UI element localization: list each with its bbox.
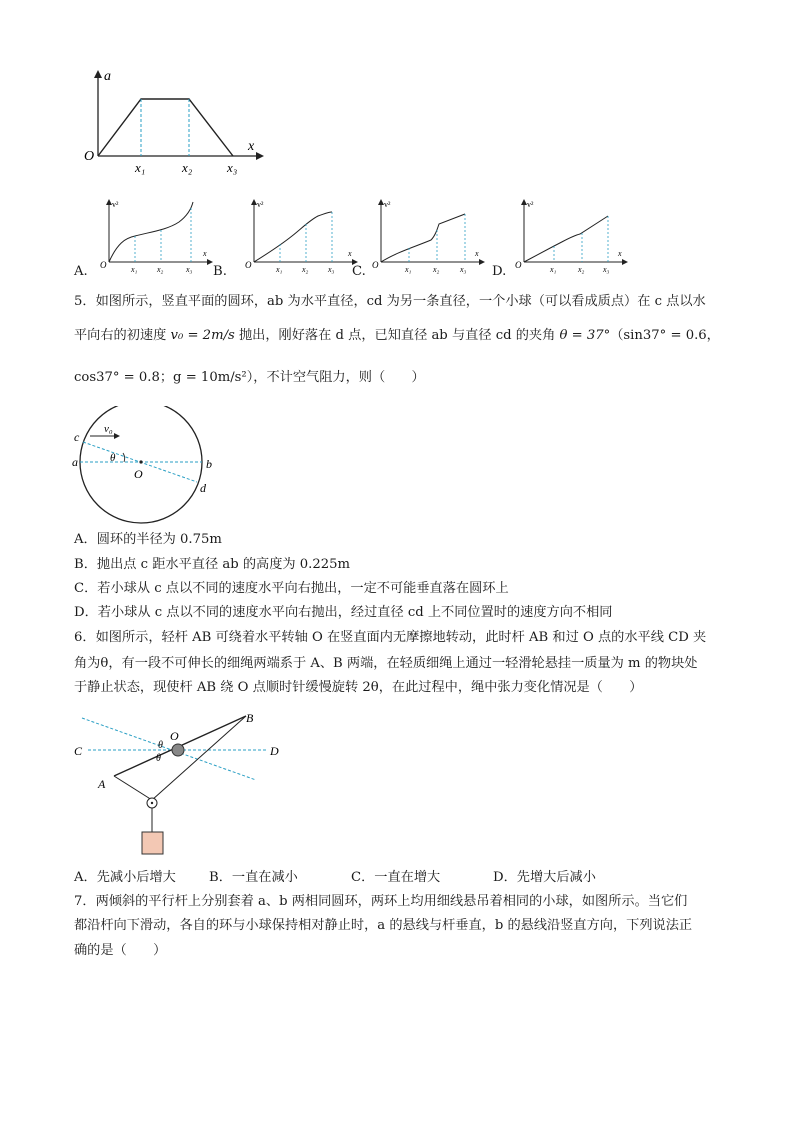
option-d-label: D. — [492, 264, 507, 279]
q6-fig-b: B — [246, 711, 254, 725]
q5-v0-value: v₀ = 2m/s — [170, 328, 235, 343]
q5-line2-b: 抛出，刚好落在 d 点，已知直径 ab 与直径 cd 的夹角 — [234, 328, 560, 343]
option-d-y-label: v² — [527, 200, 534, 209]
q6-option-c: C．一直在增大 — [351, 870, 441, 885]
q5-fig-theta: θ — [110, 452, 116, 464]
option-a-tick-x2: x₂ — [157, 265, 164, 274]
q5-line2-a: 平向右的初速度 — [74, 328, 171, 343]
q7-line2: 都沿杆向下滑动，各自的环与小球保持相对静止时，a 的悬线与杆垂直，b 的悬线沿竖直方向，下列说法正 — [74, 918, 693, 933]
option-b-label: B. — [213, 264, 227, 279]
q5-line1: 5．如图所示，竖直平面的圆环，ab 为水平直径，cd 为另一条直径，一个小球（可以看成质点）在 c 点以水 — [74, 294, 706, 309]
option-b-tick-x1: x₁ — [276, 265, 283, 274]
q5-fig-o: O — [134, 467, 143, 481]
q6-lever-figure — [70, 708, 300, 866]
q6-line3: 于静止状态，现使杆 AB 绕 O 点顺时针缓慢旋转 2θ，在此过程中，绳中张力变化情况是（ ） — [74, 680, 643, 695]
q5-line2-c: （sin37° = 0.6， — [610, 328, 720, 343]
q5-fig-a: a — [72, 455, 78, 469]
q5-circle-figure — [66, 406, 236, 526]
option-a-label: A. — [74, 264, 88, 279]
q5-line2 — [74, 326, 720, 346]
option-b-tick-x2: x₂ — [302, 265, 309, 274]
option-d-tick-x2: x₂ — [578, 265, 585, 274]
option-c-y-label: v² — [384, 200, 391, 209]
option-b-y-label: v² — [257, 200, 264, 209]
option-b-tick-x3: x₃ — [328, 265, 335, 274]
q5-option-d: D．若小球从 c 点以不同的速度水平向右抛出，经过直径 cd 上不同位置时的速度方向不相同 — [74, 605, 613, 620]
top-graph-tick-x1: x₁ — [135, 160, 146, 175]
top-a-x-graph — [78, 66, 268, 182]
option-b-graph — [240, 196, 360, 278]
q7-line3: 确的是（ ） — [74, 943, 167, 958]
q6-options — [74, 868, 596, 888]
option-a-tick-x3: x₃ — [186, 265, 193, 274]
q6-fig-theta-2: θ — [156, 753, 161, 764]
q6-fig-d: D — [270, 744, 279, 758]
option-d-origin: O — [515, 260, 522, 270]
q5-option-b: B．抛出点 c 距水平直径 ab 的高度为 0.225m — [74, 557, 351, 572]
option-d-tick-x3: x₃ — [603, 265, 610, 274]
top-graph-origin: O — [84, 149, 95, 164]
q6-option-a: A．先减小后增大 — [74, 870, 176, 885]
q6-fig-o: O — [170, 729, 179, 743]
option-b-origin: O — [245, 260, 252, 270]
q5-fig-c: c — [74, 430, 80, 444]
option-d-tick-x1: x₁ — [550, 265, 557, 274]
q6-fig-c: C — [74, 744, 83, 758]
option-b-x-label: x — [348, 249, 352, 258]
option-d-graph — [510, 196, 630, 278]
option-c-tick-x1: x₁ — [405, 265, 412, 274]
q5-fig-d: d — [200, 481, 206, 495]
option-c-x-label: x — [475, 249, 479, 258]
option-c-graph — [367, 196, 487, 278]
option-a-graph — [95, 196, 215, 278]
top-graph-x-label: x — [248, 139, 255, 154]
option-a-tick-x1: x₁ — [131, 265, 138, 274]
q6-option-b: B．一直在减小 — [209, 870, 298, 885]
option-c-tick-x3: x₃ — [460, 265, 467, 274]
option-a-y-label: v² — [112, 200, 119, 209]
q5-fig-b: b — [206, 457, 212, 471]
top-graph-y-label: a — [104, 69, 111, 84]
option-a-x-label: x — [203, 249, 207, 258]
top-graph-tick-x2: x₂ — [182, 160, 193, 175]
top-graph-tick-x3: x₃ — [227, 160, 238, 175]
q6-fig-theta-1: θ — [158, 740, 163, 751]
option-c-origin: O — [372, 260, 379, 270]
q6-fig-a: A — [98, 777, 106, 791]
q6-option-d: D．先增大后减小 — [493, 870, 596, 885]
q7-line1: 7．两倾斜的平行杆上分别套着 a、b 两相同圆环，两环上均用细线悬吊着相同的小球，如图所示。当它们 — [74, 894, 688, 909]
option-c-label: C. — [352, 264, 366, 279]
q5-option-c: C．若小球从 c 点以不同的速度水平向右抛出，一定不可能垂直落在圆环上 — [74, 581, 509, 596]
q5-theta-value: θ = 37° — [559, 328, 611, 343]
q5-option-a: A．圆环的半径为 0.75m — [74, 532, 222, 547]
q5-fig-v0: v₀ — [104, 423, 113, 435]
q5-line3: cos37° = 0.8；g = 10m/s²），不计空气阻力，则（ ） — [74, 370, 425, 385]
q6-line2: 角为θ，有一段不可伸长的细绳两端系于 A、B 两端，在轻质细绳上通过一轻滑轮悬挂一质量为 m 的物块处 — [74, 656, 698, 671]
option-c-tick-x2: x₂ — [433, 265, 440, 274]
option-d-x-label: x — [618, 249, 622, 258]
option-a-origin: O — [100, 260, 107, 270]
q6-line1: 6．如图所示，轻杆 AB 可绕着水平转轴 O 在竖直面内无摩擦地转动，此时杆 AB 和过 O 点的水平线 CD 夹 — [74, 630, 707, 645]
